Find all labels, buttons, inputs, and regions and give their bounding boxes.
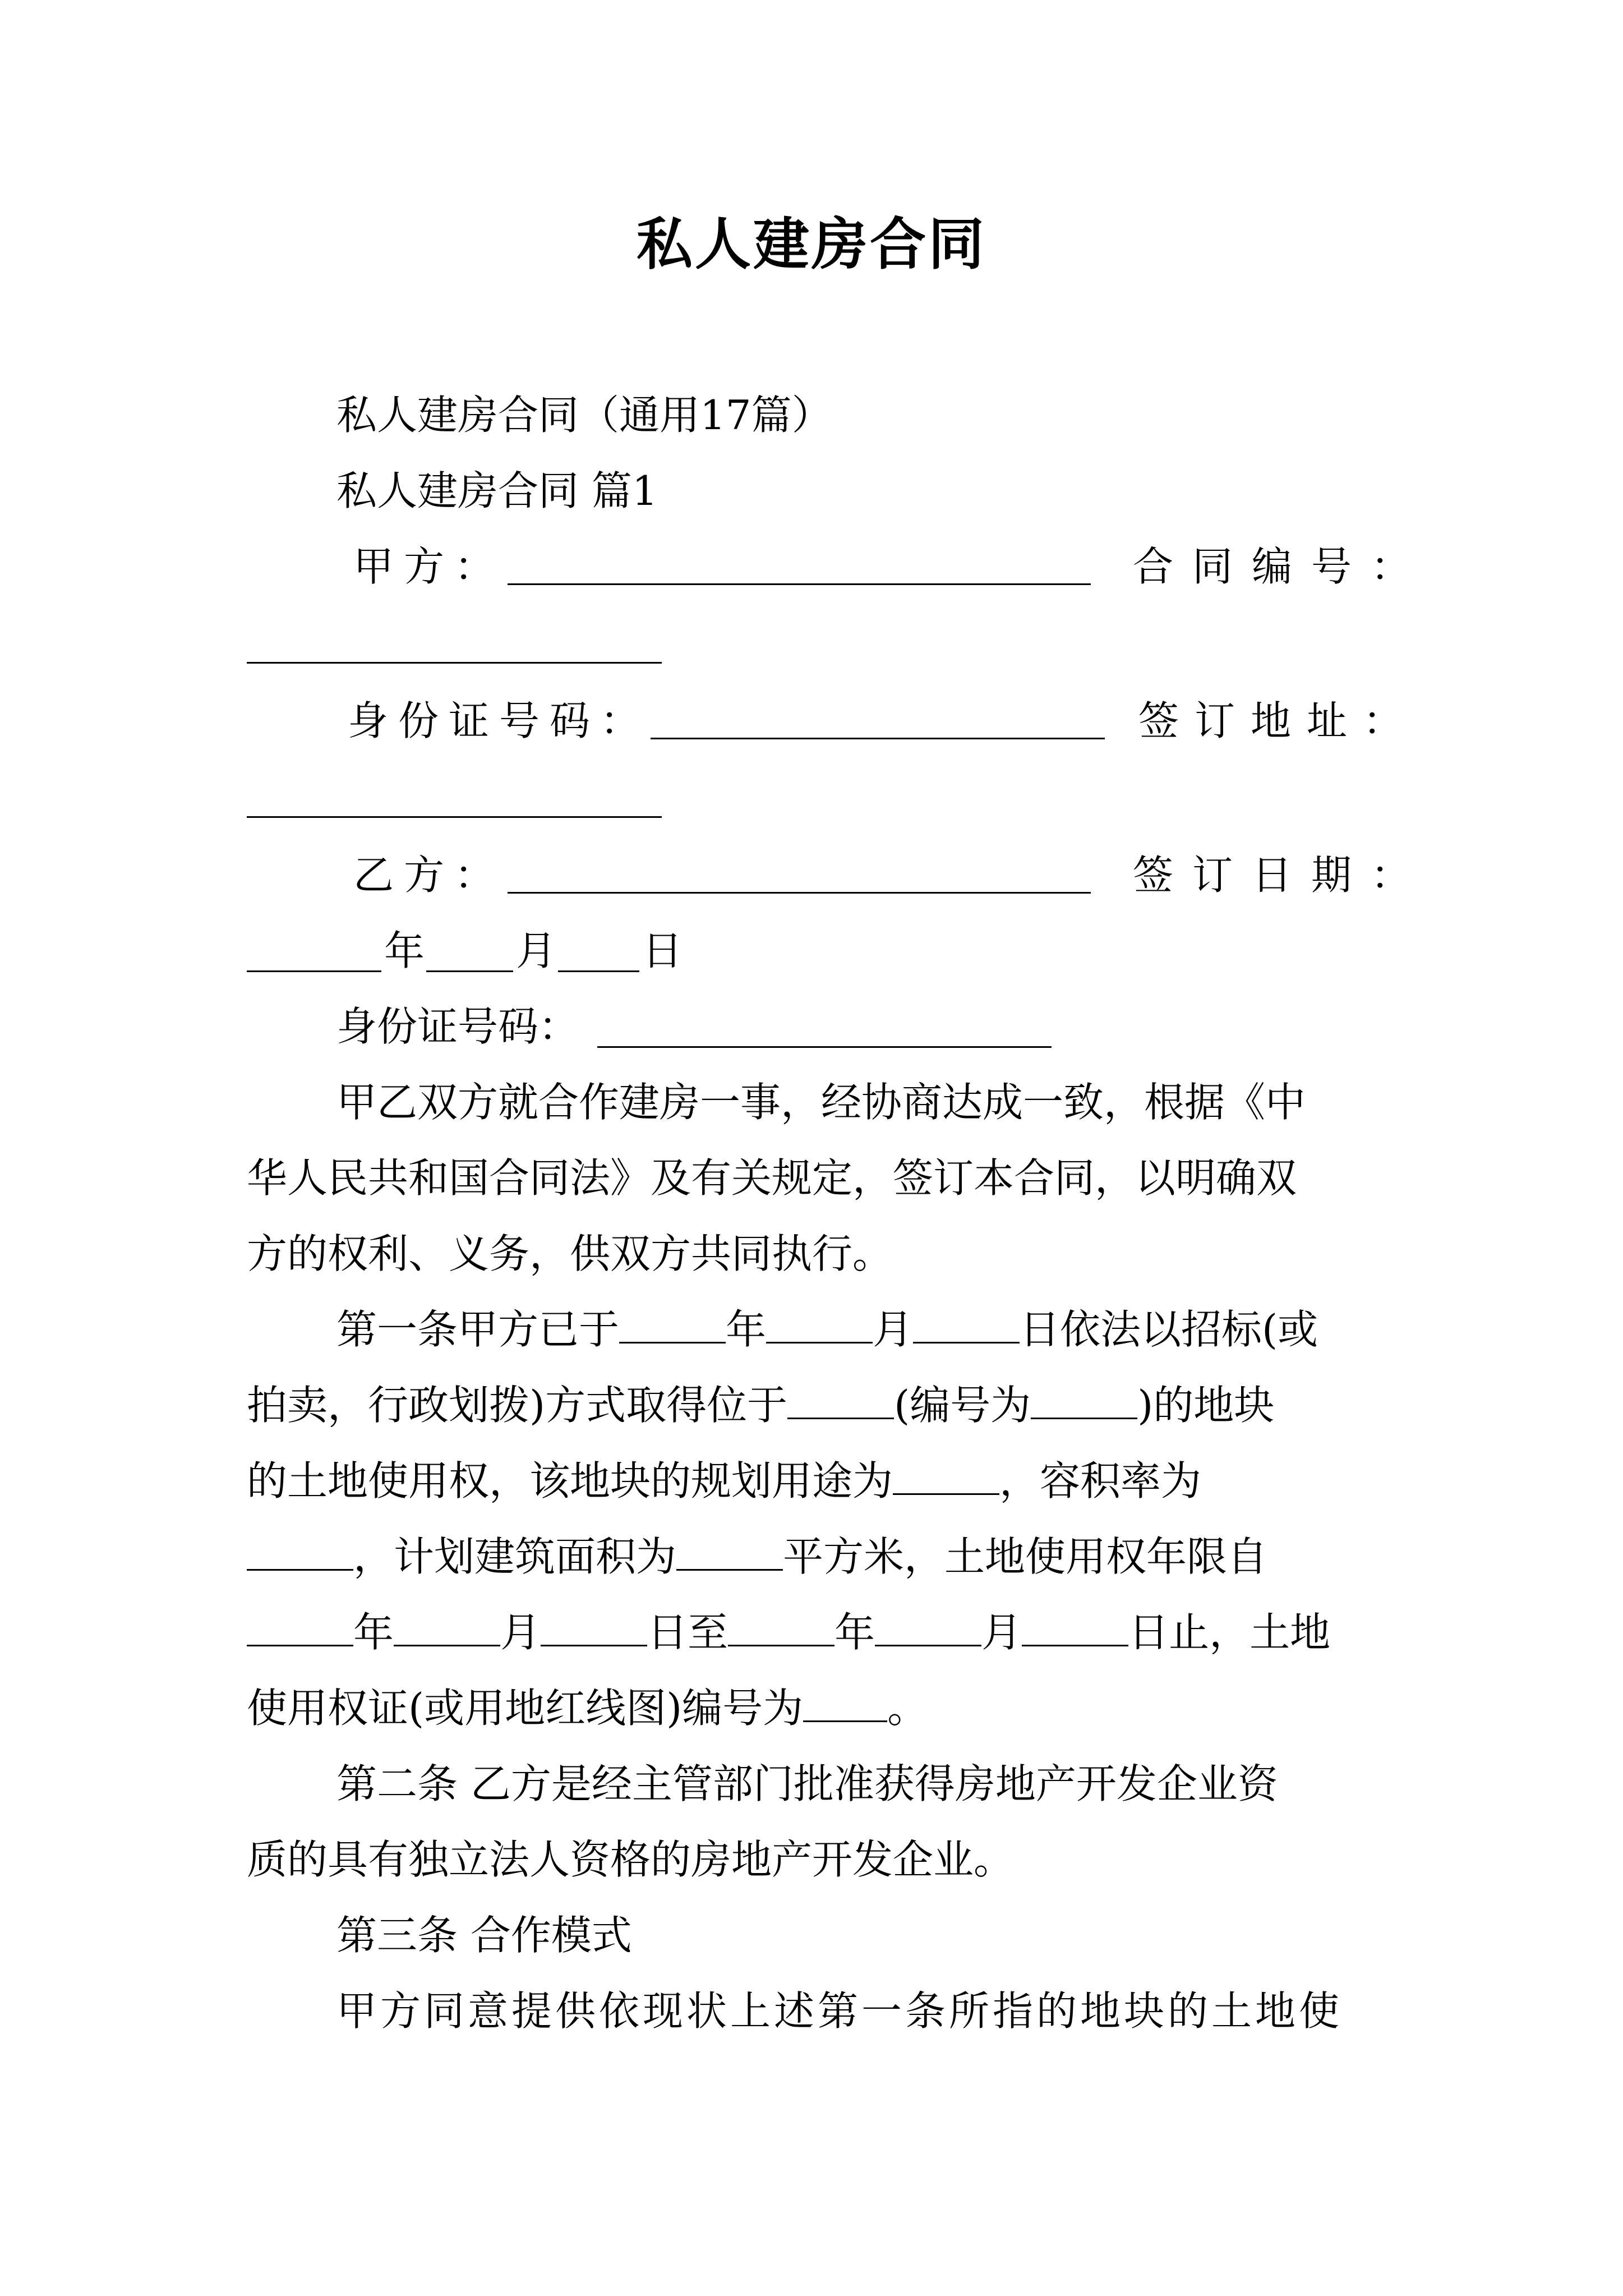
blank[interactable] xyxy=(247,1530,353,1571)
party-b-blank[interactable] xyxy=(508,892,1091,894)
article-2-line-2: 质的具有独立法人资格的房地产开发企业。 xyxy=(247,1836,1015,1883)
id-number-b-row xyxy=(247,999,1385,1055)
sign-address-label: 签订地址： xyxy=(1138,697,1419,744)
day-label: 日 xyxy=(642,927,683,974)
page-title: 私人建房合同 xyxy=(637,211,986,277)
article-1-line-3: 的土地使用权，该地块的规划用途为 ，容积率为 xyxy=(247,1453,1385,1509)
year-blank[interactable] xyxy=(247,970,381,972)
id-number-blank[interactable] xyxy=(651,738,1105,739)
article-1-line-4: ，计划建筑面积为 平方米，土地使用权年限自 xyxy=(247,1529,1385,1585)
day-blank[interactable] xyxy=(558,970,639,972)
blank[interactable] xyxy=(913,1303,1020,1343)
blank[interactable] xyxy=(247,1605,353,1646)
blank[interactable] xyxy=(766,1303,873,1343)
blank[interactable] xyxy=(1031,1378,1137,1419)
paragraph-line: 甲乙双方就合作建房一事，经协商达成一致，根据《中 xyxy=(336,1079,1306,1126)
month-label: 月 xyxy=(516,927,557,974)
id-number-label: 身份证号码： xyxy=(348,697,651,744)
party-b-row xyxy=(247,847,1431,903)
contract-no-blank[interactable] xyxy=(247,662,662,664)
party-a-row xyxy=(247,539,1431,595)
blank[interactable] xyxy=(728,1605,834,1646)
document-subtitle: 私人建房合同（通用17篇） xyxy=(336,392,832,439)
section-heading: 私人建房合同 篇1 xyxy=(336,467,658,514)
contract-no-label: 合同编号： xyxy=(1133,543,1431,590)
id-number-b-blank[interactable] xyxy=(597,1046,1052,1048)
article-3-heading: 第三条 合作模式 xyxy=(336,1912,632,1959)
sign-address-blank[interactable] xyxy=(247,816,662,818)
sign-date-label: 签订日期： xyxy=(1133,852,1431,899)
id-number-b-label: 身份证号码： xyxy=(336,1003,579,1050)
article-1-line-5: 年 月 日至 年 月 日止，土地 xyxy=(247,1604,1385,1660)
blank[interactable] xyxy=(803,1681,887,1722)
party-a-blank[interactable] xyxy=(508,583,1091,585)
paragraph-line: 方的权利、义务，供双方共同执行。 xyxy=(247,1230,893,1277)
blank[interactable] xyxy=(619,1303,726,1343)
article-1-line-6: 使用权证(或用地红线图)编号为 。 xyxy=(247,1680,1385,1736)
article-3-paragraph: 甲方同意提供依现状上述第一条所指的地块的土地使 xyxy=(336,1987,1343,2035)
blank[interactable] xyxy=(875,1605,981,1646)
blank[interactable] xyxy=(394,1605,500,1646)
blank[interactable] xyxy=(541,1605,647,1646)
article-1-line-2: 拍卖，行政划拨)方式取得位于 (编号为 )的地块 xyxy=(247,1377,1385,1433)
month-blank[interactable] xyxy=(426,970,513,972)
blank[interactable] xyxy=(1022,1605,1128,1646)
paragraph-line: 华人民共和国合同法》及有关规定，签订本合同，以明确双 xyxy=(247,1154,1297,1202)
article-2-line-1: 第二条 乙方是经主管部门批准获得房地产开发企业资 xyxy=(336,1760,1278,1807)
blank[interactable] xyxy=(893,1454,999,1495)
blank[interactable] xyxy=(787,1378,894,1419)
party-b-label: 乙方： xyxy=(353,852,505,899)
year-label: 年 xyxy=(384,927,425,974)
article-1-line-1: 第一条甲方已于 年 月 日依法以招标(或 xyxy=(247,1301,1385,1358)
party-a-label: 甲方： xyxy=(353,543,505,590)
blank[interactable] xyxy=(676,1530,783,1571)
sign-date-row xyxy=(247,923,1385,979)
id-address-row xyxy=(247,693,1419,749)
